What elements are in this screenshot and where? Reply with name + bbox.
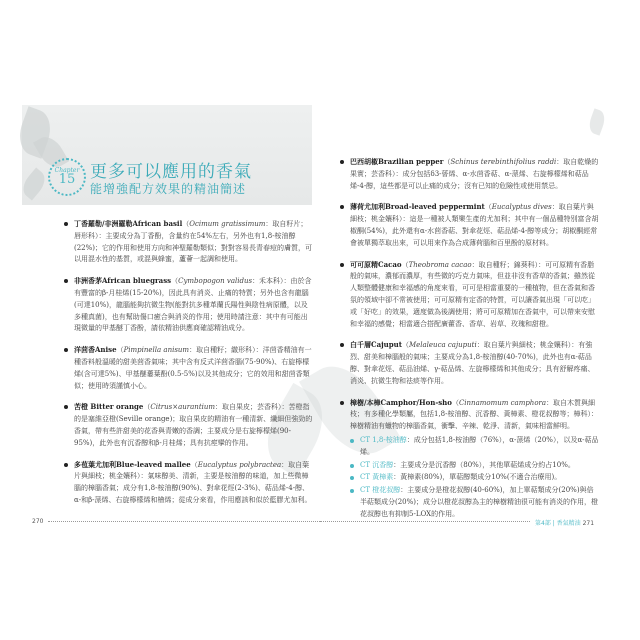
entry-text: ：取自木質與細枝；有多種化學類屬，包括1,8-桉油醇、沉香醇、黃樟素、橙花叔醇等；樟科）：樟樹精油有蠟物的樟腦香氣，衝擊、辛辣、乾淨、清新，氣味相當鮮明。 [350,398,598,431]
entry-text: ：取自葉片與細枝；桃金孃科）：氣味醇美、清新，主要是桉油醇的味道，加上些微樟腦的樟腦香氣；成分有1,8-桉油醇(90%)、對傘花烴(2-3%)、萜品烯-4-醇、α-和β-蒎烯、右旋檸檬烯和檜烯；從成分來看，作用應該和似於藍膠尤加利。 [74,460,312,504]
chemotype-item [338,460,600,472]
chapter-title: 更多可以應用的香氣 [90,162,252,182]
chemotype-text: ：主要成分是橙花叔醇(40-60%)，加上單萜類成分(20%)與倍半萜類成分(20%)；成分以橙花叔醇為主的樟樹精油很可能有消炎的作用，橙花叔醇也有抑制5-LOX的作用。 [360,486,599,518]
entry-text: ：取自葉片與細枝；桃金孃科）：這是一種被人類樂生產的尤加利；其中有一個品種特別富含胡椒酮(54%)，此外還有α-水茴香萜、對傘花烴、萜品烯-4-醇等成分；胡椒酮經常會被單獨萃取出來，可以用來作為合成薄荷腦和百里酚的原材料。 [350,203,599,247]
chemotype-name: CT 橙花叔醇 [360,486,401,495]
right-page [320,0,640,640]
entry-text: ：取自乾燥的果實；芸香科）：成分包括δ3-蒈烯、α-水茴香萜、α-蒎烯、右旋檸檬烯和萜品烯-4-醇，這些都是可以止痛的成分；沒有已知的危險性或使用禁忌。 [350,158,599,190]
entry-name: 多苞葉尤加利Blue-leaved mallee [74,459,191,469]
right-entries [338,156,600,522]
chapter-label: Chapter [54,167,80,174]
entry-latin: Citrus×aurantium [150,403,216,412]
list-item: 非洲香茅African bluegrass（Cymbopogon validus：禾本科）：由於含有豐富的β-月桂烯(15-20%)，因此具有消炎、止痛的特質；另外也含有龍腦(可達10%)，龍腦能夠抗微生物(能對抗多種革蘭氏陽性與陰性病原體，以及多種真菌)，也有幫助傷口癒合與消炎的作用；使用時請注意：其中有可能出現微量的甲基醚丁香酚，請依精油供應商確認精油成分。 [62,275,314,335]
entry-latin: Eucalyptus dives [491,203,552,212]
chemotype-item [338,485,600,520]
entry-name: 洋茴香Anise [74,345,117,355]
page-number: 271 [582,520,595,527]
chemotype-item [338,472,600,484]
entry-latin: Pimpinella anisum [123,346,190,355]
list-item: 巴西胡椒Brazilian pepper（Schinus terebinthifolius raddi：取自乾燥的果實；芸香科）：成分包括δ3-蒈烯、α-水茴香萜、α-蒎烯、右旋檸檬烯和萜品烯-4-醇，這些都是可以止痛的成分；沒有已知的危險性或使用禁忌。 [338,156,600,192]
entry-name: 可可原精Cacao [350,259,402,269]
entry-latin: Schinus terebinthifolius raddi [450,158,557,166]
chemotype-name: CT 沉香醇 [360,460,394,469]
entry-latin: Cymbopogon validus [178,277,253,286]
chapter-badge [48,158,86,196]
list-item: 苦橙 Bitter orange（Citrus×aurantium：取自果皮；芸香科）：苦橙指的是塞維亞橙(Seville orange)；取自果皮的精油有一種清新、纖細但強勁的香氣，帶有些許甜美的花香與青嫩的香調；主要成分是右旋檸檬烯(90-95%)，此外也有沉香醇和β-月桂烯；具有抗痙攣的作用。 [62,401,314,449]
bullet-icon [350,439,354,443]
entry-text: ：取自籽片；唇形科）：主要成分為丁香酚，含量約在54%左右，另外也有1,8-桉油醇(22%)；它的作用和使用方向和神聖羅勒類似；對對容易長青春痘的膚質，可以用混水性的基質，或混與蜂蜜，蘆薈一起調和使用。 [74,220,313,264]
entry-text: ：取自種籽；繖形科）：洋茴香精油有一種香料般溫暖的甜美茴香氣味；其中含有反式洋茴香腦(75-90%)、右旋檸檬烯(含可達5%)、甲基醚蔞葉酚(0.5-5%)以及其他成分；它的效用和甜茴香類似；使用時須謹慎小心。 [74,346,312,390]
left-entries [62,218,314,516]
page-number: 270 [32,518,44,525]
bullet-icon [350,489,354,493]
bullet-icon [350,464,354,468]
footer [535,518,594,527]
list-item: 多苞葉尤加利Blue-leaved mallee（Eucalyptus polybractea：取自葉片與細枝；桃金孃科）：氣味醇美、清新，主要是桉油醇的味道，加上些微樟腦的樟腦香氣；成分有1,8-桉油醇(90%)、對傘花烴(2-3%)、萜品烯-4-醇、α-和β-蒎烯、右旋檸檬烯和檜烯；從成分來看，作用應該和似於藍膠尤加利。 [62,459,314,507]
entry-name: 苦橙 Bitter orange [74,402,144,412]
list-item: 洋茴香Anise（Pimpinella anisum：取自種籽；繖形科）：洋茴香精油有一種香料般溫暖的甜美茴香氣味；其中含有反式洋茴香腦(75-90%)、右旋檸檬烯(含可達5%)、甲基醚蔞葉酚(0.5-5%)以及其他成分；它的效用和甜茴香類似；使用時須謹慎小心。 [62,344,314,392]
entry-name: 薄荷尤加利Broad-leaved peppermint [350,202,485,212]
entry-text: ：禾本科）：由於含有豐富的β-月桂烯(15-20%)，因此具有消炎、止痛的特質；另外也含有龍腦(可達10%)，龍腦能夠抗微生物(能對抗多種革蘭氏陽性與陰性病原體，以及多種真菌)，也有幫助傷口癒合與消炎的作用；使用時請注意：其中有可能出現微量的甲基醚丁香酚，請依精油供應商確認精油成分。 [74,277,312,333]
entry-text: ：取自葉片與細枝；桃金孃科）：有強烈、甜美和樟腦般的氣味；主要成分為1,8-桉油醇(40-70%)，此外也有α-萜品醇、對傘花烴、萜品油烯、γ-萜品烯、左旋檸檬烯和其他成分；具有舒解疼痛、消炎、抗微生物和祛痰等作用。 [350,341,595,385]
chemotype-text: ：成分包括1,8-桉油醇（76%），α-蒎烯（20%），以及α-萜品烯。 [360,435,599,456]
list-item: 白千層Cajuput（Melaleuca cajuputi：取自葉片與細枝；桃金孃科）：有強烈、甜美和樟腦般的氣味；主要成分為1,8-桉油醇(40-70%)，此外也有α-萜品醇、對傘花烴、萜品油烯、γ-萜品烯、左旋檸檬烯和其他成分；具有舒解疼痛、消炎、抗微生物和祛痰等作用。 [338,339,600,387]
running-head: 第4部 | 香氣精油 [535,520,581,527]
entry-name: 非洲香茅African bluegrass [74,276,172,286]
leaf-decoration [586,108,607,135]
entry-name: 丁香羅勒/非洲羅勒African basil [74,219,183,228]
chemotype-name: CT 黃樟素 [360,473,394,482]
entry-name: 樟樹/本樟Camphor/Hon-sho [350,397,452,407]
entry-latin: Melaleuca cajuputi [408,341,477,350]
entry-text: ：取自果皮；芸香科）：苦橙指的是塞維亞橙(Seville orange)；取自果皮的精油有一種清新、纖細但強勁的香氣，帶有些許甜美的花香與青嫩的香調；主要成分是右旋檸檬烯(90-95%)，此外也有沉香醇和β-月桂烯；具有抗痙攣的作用。 [74,403,313,447]
list-item: 樟樹/本樟Camphor/Hon-sho（Cinnamomum camphora：取自木質與細枝；有多種化學類屬，包括1,8-桉油醇、沉香醇、黃樟素、橙花叔醇等；樟科）：樟樹精油有蠟物的樟腦香氣，衝擊、辛辣、乾淨、清新，氣味相當鮮明。 [338,397,600,433]
chapter-number: 15 [58,172,76,187]
entry-latin: Cinnamomum camphora [458,398,547,407]
list-item: 薄荷尤加利Broad-leaved peppermint（Eucalyptus dives：取自葉片與細枝；桃金孃科）：這是一種被人類樂生產的尤加利；其中有一個品種特別富含胡椒酮(54%)，此外還有α-水茴香萜、對傘花烴、萜品烯-4-醇等成分；胡椒酮經常會被單獨萃取出來，可以用來作為合成薄荷腦和百里酚的原材料。 [338,201,600,249]
chemotype-text: ：黃樟素(80%)，單萜醇類成分10%(不適合治療用)。 [393,473,562,482]
entry-name: 巴西胡椒Brazilian pepper [350,157,444,166]
chemotype-item [338,435,600,459]
entry-latin: Ocimum gratissimum [189,220,266,228]
list-item: 丁香羅勒/非洲羅勒African basil（Ocimum gratissimum：取自籽片；唇形科）：主要成分為丁香酚，含量約在54%左右，另外也有1,8-桉油醇(22%)；它的作用和使用方向和神聖羅勒類似；對對容易長青春痘的膚質，可以用混水性的基質，或混與蜂蜜，蘆薈一起調和使用。 [62,218,314,266]
list-item: 可可原精Cacao（Theobroma cacao：取自種籽；錦葵科）：可可原精有香脂般的氣味，濃郁而濃厚，有些微的巧克力氣味，但並非沒有香草的香氣；雖然從人類整體健康和幸福感的角度來看，可可是相當重要的一種植物，但在香氣和香氛的領域中卻不常被使用；可可原精有定香的特質，可以讓香氣出現「可以吃」或「好吃」的效果，適度做為後調使用；將可可原精加在香氣中，可以帶來安慰和幸福的感覺；相當適合搭配廣藿香、香草、岩草、玫瑰和甜橙。 [338,259,600,331]
entry-latin: Eucalyptus polybractea [197,460,282,469]
footer-rule [320,521,530,522]
entry-text: ：取自種籽；錦葵科）：可可原精有香脂般的氣味，濃郁而濃厚，有些微的巧克力氣味，但並非沒有香草的香氣；雖然從人類整體健康和幸福感的角度來看，可可是相當重要的一種植物，但在香氣和香氛的領域中卻不常被使用；可可原精有定香的特質，可以讓香氣出現「可以吃」或「好吃」的效果，適度做為後調使用；將可可原精加在香氣中，可以帶來安慰和幸福的感覺；相當適合搭配廣藿香、香草、岩草、玫瑰和甜橙。 [350,260,595,328]
entry-latin: Theobroma cacao [408,260,472,269]
footer-rule [48,521,320,522]
entry-name: 白千層Cajuput [350,340,402,350]
chemotype-name: CT 1,8-桉油醇 [360,435,407,444]
bullet-icon [350,476,354,480]
chapter-subtitle: 能增強配方效果的精油簡述 [90,182,247,196]
chemotype-text: ：主要成分是沉香醇（80%），其他單萜烯成分約占10%。 [393,460,575,469]
